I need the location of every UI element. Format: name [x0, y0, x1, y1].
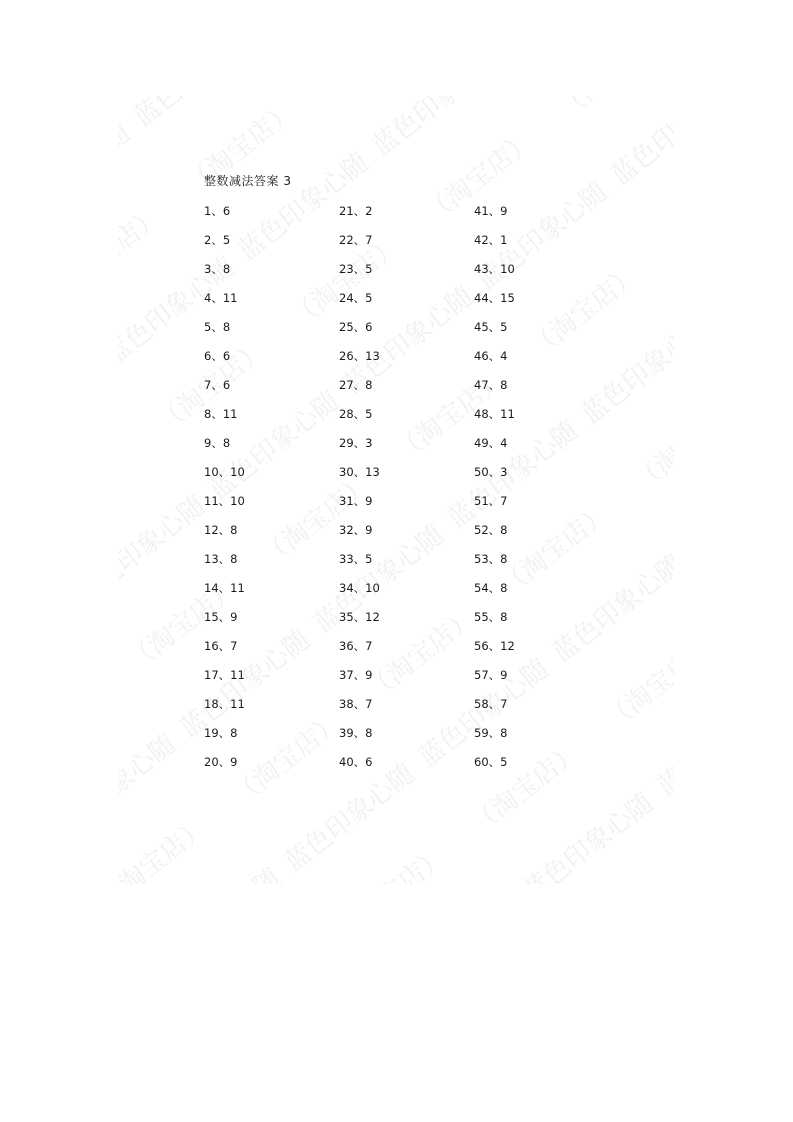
answer-item: 49、4 [474, 436, 508, 450]
answer-item: 59、8 [474, 726, 508, 740]
answer-item: 51、7 [474, 494, 508, 508]
answer-item: 13、8 [204, 552, 238, 566]
answer-column-1 [204, 202, 324, 782]
answer-item: 12、8 [204, 523, 238, 537]
document-title: 整数减法答案 3 [204, 174, 292, 188]
answer-item: 35、12 [339, 610, 380, 624]
answer-item: 28、5 [339, 407, 373, 421]
answer-item: 6、6 [204, 349, 231, 363]
answer-item: 23、5 [339, 262, 373, 276]
answer-item: 48、11 [474, 407, 515, 421]
answer-item: 46、4 [474, 349, 508, 363]
answer-item: 11、10 [204, 494, 245, 508]
answer-item: 55、8 [474, 610, 508, 624]
answer-item: 22、7 [339, 233, 373, 247]
answer-item: 56、12 [474, 639, 515, 653]
answer-item: 27、8 [339, 378, 373, 392]
answer-item: 19、8 [204, 726, 238, 740]
answer-item: 18、11 [204, 697, 245, 711]
answer-item: 38、7 [339, 697, 373, 711]
answer-item: 14、11 [204, 581, 245, 595]
answer-item: 32、9 [339, 523, 373, 537]
answer-item: 39、8 [339, 726, 373, 740]
answer-item: 25、6 [339, 320, 373, 334]
answer-item: 4、11 [204, 291, 238, 305]
answer-item: 57、9 [474, 668, 508, 682]
answer-item: 17、11 [204, 668, 245, 682]
answer-item: 31、9 [339, 494, 373, 508]
answer-item: 58、7 [474, 697, 508, 711]
answer-item: 21、2 [339, 204, 373, 218]
answer-item: 44、15 [474, 291, 515, 305]
answer-item: 1、6 [204, 204, 231, 218]
answer-item: 20、9 [204, 755, 238, 769]
answer-item: 54、8 [474, 581, 508, 595]
answer-item: 10、10 [204, 465, 245, 479]
answer-item: 50、3 [474, 465, 508, 479]
answer-item: 24、5 [339, 291, 373, 305]
answer-item: 33、5 [339, 552, 373, 566]
answer-item: 30、13 [339, 465, 380, 479]
answer-item: 15、9 [204, 610, 238, 624]
answer-column-2 [339, 202, 459, 782]
answer-item: 2、5 [204, 233, 231, 247]
answer-item: 47、8 [474, 378, 508, 392]
answer-item: 43、10 [474, 262, 515, 276]
answer-item: 29、3 [339, 436, 373, 450]
answer-item: 36、7 [339, 639, 373, 653]
answer-item: 60、5 [474, 755, 508, 769]
answer-item: 34、10 [339, 581, 380, 595]
answer-item: 41、9 [474, 204, 508, 218]
answer-item: 45、5 [474, 320, 508, 334]
answer-column-3 [474, 202, 594, 782]
answer-item: 9、8 [204, 436, 231, 450]
answer-item: 52、8 [474, 523, 508, 537]
answer-item: 53、8 [474, 552, 508, 566]
answer-item: 7、6 [204, 378, 231, 392]
answer-item: 37、9 [339, 668, 373, 682]
answer-item: 40、6 [339, 755, 373, 769]
answer-item: 8、11 [204, 407, 238, 421]
answer-item: 16、7 [204, 639, 238, 653]
answer-item: 42、1 [474, 233, 508, 247]
answer-item: 26、13 [339, 349, 380, 363]
answer-item: 3、8 [204, 262, 231, 276]
answer-item: 5、8 [204, 320, 231, 334]
